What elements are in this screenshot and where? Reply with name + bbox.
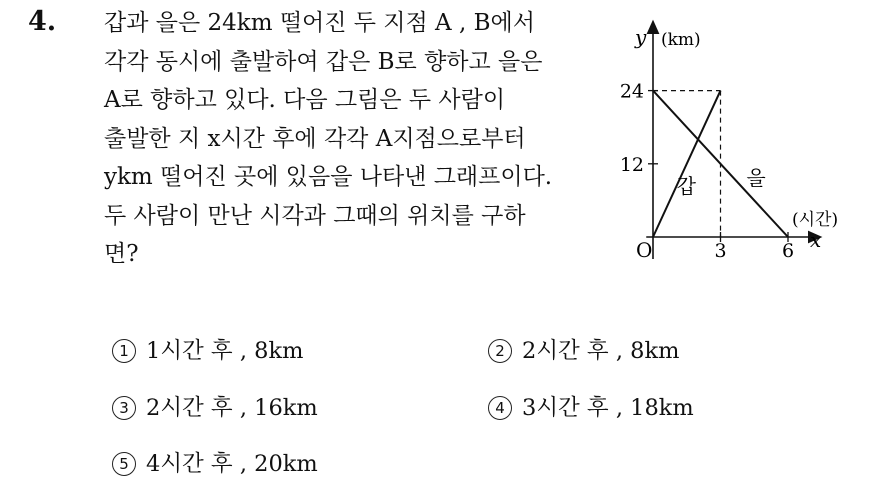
series-label: 갑 <box>676 174 696 199</box>
y-axis-label: y <box>635 25 647 49</box>
option-marker: 5 <box>112 452 136 476</box>
question-line: A로 향하고 있다. 다음 그림은 두 사람이 <box>104 87 506 113</box>
option-text: 4시간 후 , 20km <box>146 451 318 477</box>
option-2[interactable] <box>488 333 679 365</box>
question-line: 각각 동시에 출발하여 갑은 B로 향하고 을은 <box>104 48 543 75</box>
question-line: 두 사람이 만난 시각과 그때의 위치를 구하 <box>104 202 526 229</box>
origin-label: O <box>636 238 653 262</box>
option-text: 2시간 후 , 16km <box>146 395 318 421</box>
x-axis-unit: (시간) <box>792 210 839 230</box>
y-axis-unit: (km) <box>661 30 701 50</box>
x-tick-label: 6 <box>781 240 795 262</box>
option-1[interactable] <box>112 333 303 365</box>
question-line: 면? <box>104 241 139 267</box>
option-marker: 1 <box>112 339 136 363</box>
y-tick-label: 12 <box>619 153 644 176</box>
question-line: ykm 떨어진 곳에 있음을 나타낸 그래프이다. <box>104 164 553 190</box>
series-label: 을 <box>746 166 766 191</box>
question-line: 출발한 지 x시간 후에 각각 A지점으로부터 <box>104 125 526 152</box>
y-tick-label: 24 <box>619 80 644 103</box>
question-text <box>104 4 609 274</box>
x-axis-label: x <box>810 228 822 252</box>
x-tick-label: 3 <box>714 240 727 262</box>
option-marker: 2 <box>488 339 512 363</box>
option-4[interactable] <box>488 390 694 422</box>
option-text: 1시간 후 , 8km <box>146 338 304 364</box>
question-number: 4. <box>28 6 57 37</box>
question-line: 갑과 을은 24km 떨어진 두 지점 A , B에서 <box>104 10 535 36</box>
option-marker: 3 <box>112 396 136 420</box>
option-marker: 4 <box>488 396 512 420</box>
series-line <box>653 91 721 237</box>
option-text: 2시간 후 , 8km <box>522 338 680 364</box>
option-5[interactable] <box>112 446 318 478</box>
option-3[interactable] <box>112 390 318 422</box>
option-text: 3시간 후 , 18km <box>522 395 694 421</box>
distance-time-graph <box>610 18 870 268</box>
